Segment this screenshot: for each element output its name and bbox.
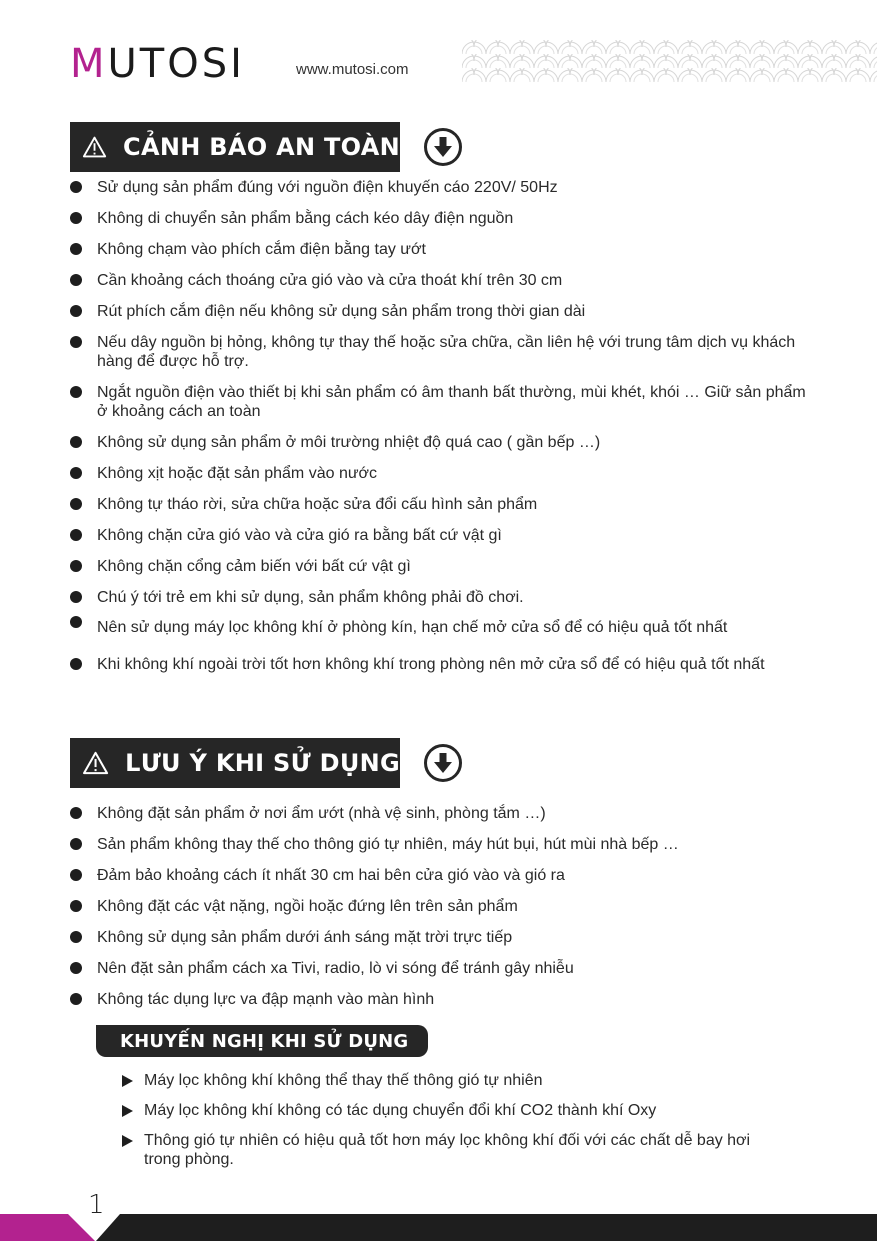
down-arrow-circle-icon (421, 741, 465, 785)
bullet-dot-icon (70, 658, 82, 670)
bullet-dot-icon (70, 560, 82, 572)
list-item: Không tự tháo rời, sửa chữa hoặc sửa đổi cấu hình sản phẩm (70, 495, 810, 514)
logo-letter-m: M (70, 41, 108, 87)
list-item: Không chạm vào phích cắm điện bằng tay ướt (70, 240, 810, 259)
list-item: Sử dụng sản phẩm đúng với nguồn điện khuyến cáo 220V/ 50Hz (70, 178, 810, 197)
list-item: Sản phẩm không thay thế cho thông gió tự nhiên, máy hút bụi, hút mùi nhà bếp … (70, 835, 810, 854)
list-item: Cần khoảng cách thoáng cửa gió vào và cửa thoát khí trên 30 cm (70, 271, 810, 290)
safety-banner (70, 122, 400, 172)
safety-list (70, 178, 810, 686)
bullet-dot-icon (70, 305, 82, 317)
list-item: Nên đặt sản phẩm cách xa Tivi, radio, lò vi sóng để tránh gây nhiễu (70, 959, 810, 978)
bullet-dot-icon (70, 336, 82, 348)
bullet-dot-icon (70, 498, 82, 510)
list-item: Không sử dụng sản phẩm ở môi trường nhiệt độ quá cao ( gần bếp …) (70, 433, 810, 452)
bullet-dot-icon (70, 838, 82, 850)
list-item: Chú ý tới trẻ em khi sử dụng, sản phẩm không phải đồ chơi. (70, 588, 810, 607)
brand-logo (70, 40, 245, 88)
list-item: Không chặn cửa gió vào và cửa gió ra bằng bất cứ vật gì (70, 526, 810, 545)
bullet-dot-icon (70, 591, 82, 603)
safety-title: CẢNH BÁO AN TOÀN (123, 133, 400, 161)
bullet-dot-icon (70, 181, 82, 193)
list-item: Không chặn cổng cảm biến với bất cứ vật gì (70, 557, 810, 576)
list-item: Không đặt sản phẩm ở nơi ẩm ướt (nhà vệ sinh, phòng tắm …) (70, 804, 810, 823)
usage-list (70, 804, 810, 1021)
warning-triangle-icon (82, 745, 109, 781)
website-url: www.mutosi.com (296, 61, 409, 78)
list-item: Đảm bảo khoảng cách ít nhất 30 cm hai bên cửa gió vào và gió ra (70, 866, 810, 885)
bullet-dot-icon (70, 931, 82, 943)
bullet-dot-icon (70, 386, 82, 398)
list-item: Rút phích cắm điện nếu không sử dụng sản phẩm trong thời gian dài (70, 302, 810, 321)
bullet-dot-icon (70, 807, 82, 819)
usage-banner (70, 738, 400, 788)
bullet-dot-icon (70, 243, 82, 255)
triangle-bullet-icon (122, 1135, 133, 1147)
bullet-dot-icon (70, 212, 82, 224)
list-item: Ngắt nguồn điện vào thiết bị khi sản phẩm có âm thanh bất thường, mùi khét, khói … Giữ sản phẩm ở khoảng cách an toàn (70, 383, 810, 421)
bullet-dot-icon (70, 616, 82, 628)
decorative-wave-pattern (462, 40, 877, 82)
list-item: Không di chuyển sản phẩm bằng cách kéo dây điện nguồn (70, 209, 810, 228)
bullet-dot-icon (70, 529, 82, 541)
logo-text: UTOSI (107, 41, 245, 87)
page-number: 1 (88, 1190, 105, 1220)
recommend-list (122, 1071, 802, 1180)
list-item: Khi không khí ngoài trời tốt hơn không khí trong phòng nên mở cửa sổ để có hiệu quả tốt nhất (70, 655, 810, 674)
bullet-dot-icon (70, 962, 82, 974)
list-item: Không xịt hoặc đặt sản phẩm vào nước (70, 464, 810, 483)
footer-band (0, 1214, 877, 1241)
list-item: Nếu dây nguồn bị hỏng, không tự thay thế hoặc sửa chữa, cần liên hệ với trung tâm dịch vụ khách hàng để được hỗ trợ. (70, 333, 810, 371)
bullet-dot-icon (70, 436, 82, 448)
bullet-dot-icon (70, 900, 82, 912)
list-item: Máy lọc không khí không có tác dụng chuyển đổi khí CO2 thành khí Oxy (122, 1101, 802, 1120)
down-arrow-circle-icon (421, 125, 465, 169)
triangle-bullet-icon (122, 1075, 133, 1087)
bullet-dot-icon (70, 869, 82, 881)
list-item: Không sử dụng sản phẩm dưới ánh sáng mặt trời trực tiếp (70, 928, 810, 947)
list-item: Không tác dụng lực va đập mạnh vào màn hình (70, 990, 810, 1009)
bullet-dot-icon (70, 993, 82, 1005)
bullet-dot-icon (70, 274, 82, 286)
bullet-dot-icon (70, 467, 82, 479)
list-item: Không đặt các vật nặng, ngồi hoặc đứng lên trên sản phẩm (70, 897, 810, 916)
warning-triangle-icon (82, 129, 107, 165)
list-item: Nên sử dụng máy lọc không khí ở phòng kín, hạn chế mở cửa sổ để có hiệu quả tốt nhất (70, 613, 810, 643)
triangle-bullet-icon (122, 1105, 133, 1117)
recommend-title: KHUYẾN NGHỊ KHI SỬ DỤNG (96, 1025, 428, 1057)
usage-title: LƯU Ý KHI SỬ DỤNG (125, 749, 400, 777)
list-item: Máy lọc không khí không thể thay thế thông gió tự nhiên (122, 1071, 802, 1090)
list-item: Thông gió tự nhiên có hiệu quả tốt hơn máy lọc không khí đối với các chất dễ bay hơi trong phòng. (122, 1131, 802, 1169)
